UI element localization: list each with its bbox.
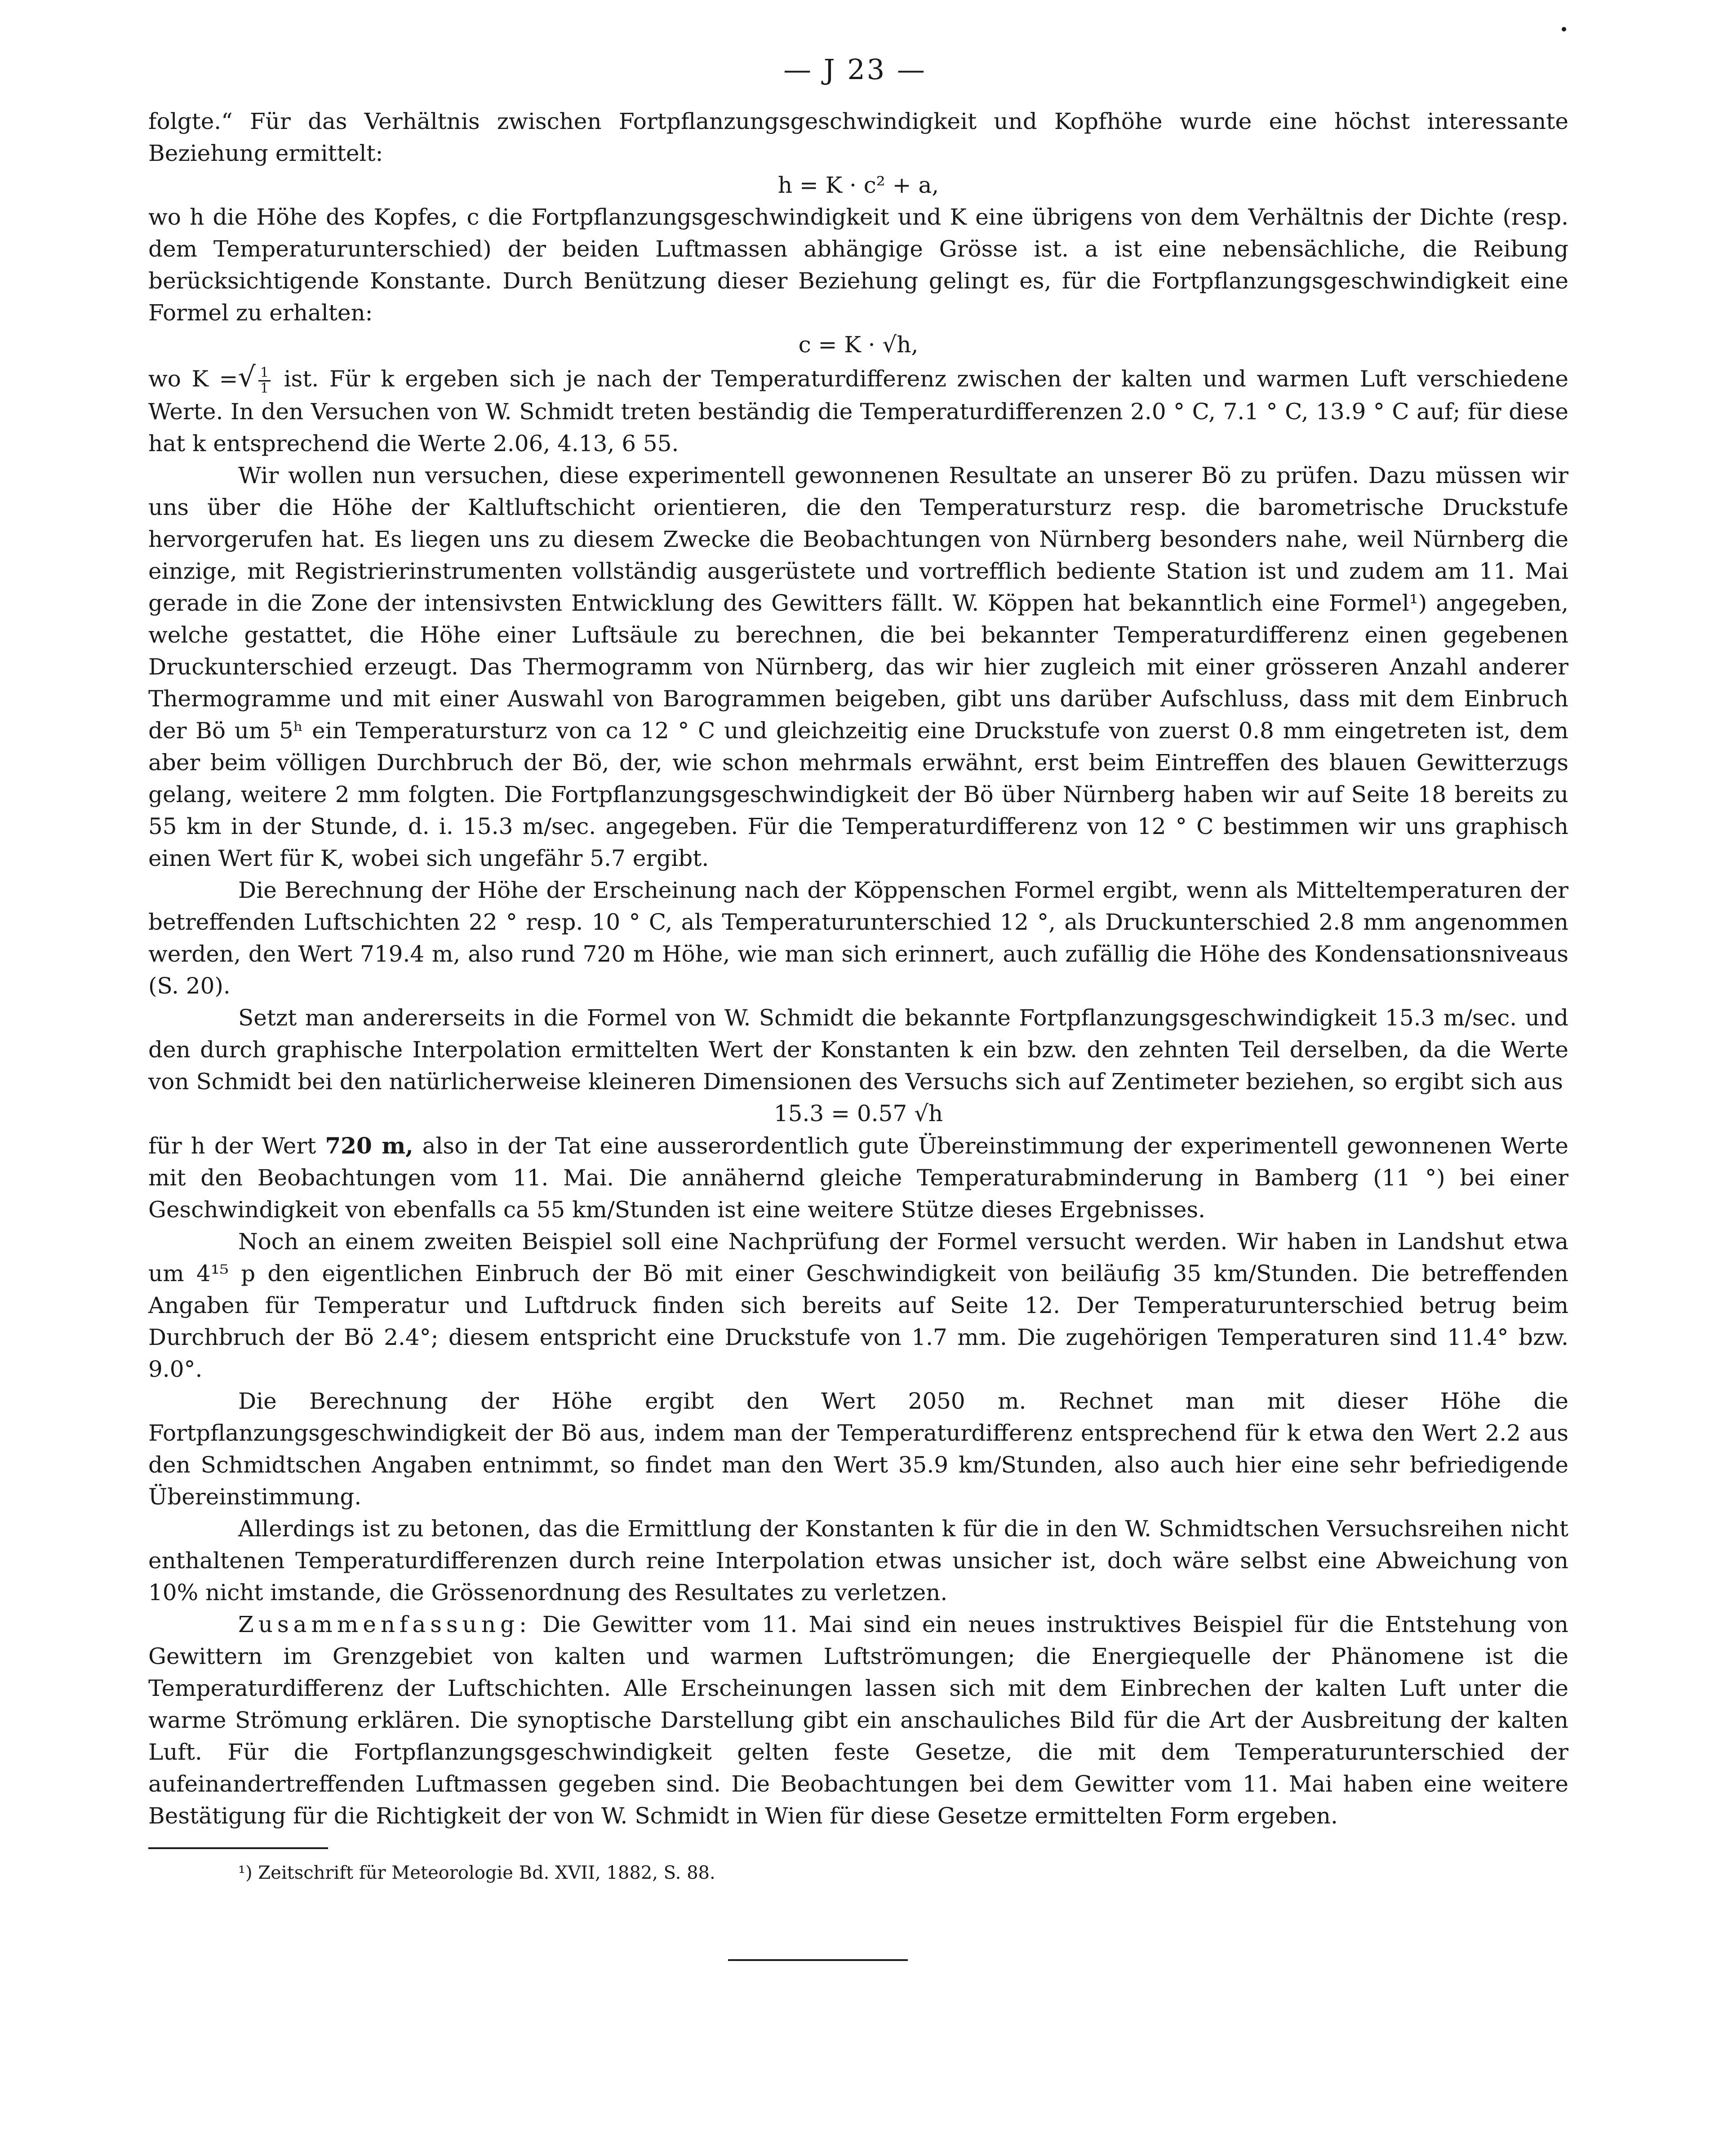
fraction-denominator: 1 [260, 380, 269, 396]
paragraph: wo h die Höhe des Kopfes, c die Fortpflanzungsgeschwindigkeit und K eine übrigens von dem Verhältnis der Dichte (resp. dem Temperaturunterschied) der beiden Luftmassen abhängige Grösse ist. a ist eine nebensächliche, die Reibung berücksichtigende Konstante. Durch Benützung dieser Beziehung gelingt es, für die Fortpflanzungsgeschwindigkeit eine Formel zu erhalten: [148, 204, 1568, 326]
page-number: — J 23 — [783, 53, 927, 86]
paragraph: Allerdings ist zu betonen, das die Ermittlung der Konstanten k für die in den W. Schmidtschen Versuchsreihen nicht enthaltenen Temperaturdifferenzen durch reine Interpolation etwas unsicher ist, doch wäre selbst eine Abweichung von 10% nicht imstande, die Grössenordnung des Resultates zu verletzen. [148, 1515, 1568, 1606]
result-text: also in der Tat eine ausserordentlich gute Übereinstimmung der experimentell gewonnenen Werte mit den Beobachtungen vom 11. Mai. Die annähernd gleiche Temperaturabminderung in Bamberg (11 °) bei einer Geschwindigkeit von ebenfalls ca 55 km/Stunden ist eine weitere Stütze dieses Ergebnisses. [148, 1132, 1568, 1223]
paragraph-result [148, 1130, 1568, 1226]
paragraph-summary [148, 1609, 1568, 1832]
footnote: ¹) Zeitschrift für Meteorologie Bd. XVII, 1882, S. 88. [238, 1862, 715, 1883]
fraction [258, 366, 271, 396]
footnote-divider [148, 1847, 328, 1849]
result-lead: für h der Wert [148, 1132, 316, 1159]
formula-numeric: 15.3 = 0.57 √h [773, 1100, 943, 1127]
paragraph: Setzt man andererseits in die Formel von W. Schmidt die bekannte Fortpflanzungsgeschwindigkeit 15.3 m/sec. und den durch graphische Interpolation ermittelten Wert der Konstanten k ein bzw. den zehnten Teil derselben, da die Werte von Schmidt bei den natürlicherweise kleineren Dimensionen des Versuchs sich auf Zentimeter beziehen, so ergibt sich aus [148, 1004, 1568, 1095]
paragraph-text: ist. Für k ergeben sich je nach der Temperaturdifferenz zwischen der kalten und warmen Luft verschiedene Werte. In den Versuchen von W. Schmidt treten beständig die Temperaturdifferenzen 2.0 ° C, 7.1 ° C, 13.9 ° C auf; für diese hat k entsprechend die Werte 2.06, 4.13, 6 55. [148, 366, 1568, 457]
summary-heading: Zusammenfassung: [238, 1611, 531, 1637]
paragraph-k-definition [148, 361, 1568, 460]
summary-text: Die Gewitter vom 11. Mai sind ein neues instruktives Beispiel für die Entstehung von Gewittern im Grenzgebiet von kalten und warmen Luftströmungen; die Energiequelle der Phänomene ist die Temperaturdifferenz der Luftschichten. Alle Erscheinungen lassen sich mit dem Einbrechen der kalten Luft unter die warme Strömung erklären. Die synoptische Darstellung gibt ein anschauliches Bild für die Art der Ausbreitung der kalten Luft. Für die Fortpflanzungsgeschwindigkeit gelten feste Gesetze, die mit dem Temperaturunterschied der aufeinandertreffenden Luftmassen gegeben sind. Die Beobachtungen bei dem Gewitter vom 11. Mai haben eine weitere Bestätigung für die Richtigkeit der von W. Schmidt in Wien für diese Gesetze ermittelten Form ergeben. [148, 1611, 1568, 1829]
paragraph: Noch an einem zweiten Beispiel soll eine Nachprüfung der Formel versucht werden. Wir haben in Landshut etwa um 4¹⁵ p den eigentlichen Einbruch der Bö mit einer Geschwindigkeit von beiläufig 35 km/Stunden. Die betreffenden Angaben für Temperatur und Luftdruck finden sich bereits auf Seite 12. Der Temperaturunterschied betrug beim Durchbruch der Bö 2.4°; diesem entspricht eine Druckstufe von 1.7 mm. Die zugehörigen Temperaturen sind 11.4° bzw. 9.0°. [148, 1228, 1568, 1382]
end-divider [728, 1959, 908, 1961]
result-value: 720 m, [325, 1132, 413, 1159]
paragraph: Die Berechnung der Höhe ergibt den Wert 2050 m. Rechnet man mit dieser Höhe die Fortpflanzungsgeschwindigkeit der Bö aus, indem man der Temperaturdifferenz entsprechend für k etwa den Wert 2.2 aus den Schmidtschen Angaben entnimmt, so findet man den Wert 35.9 km/Stunden, also auch hier eine sehr befriedigende Übereinstimmung. [148, 1388, 1568, 1510]
k-definition-prefix: wo K = [148, 366, 238, 392]
page-speck [1562, 27, 1566, 31]
formula-velocity: c = K · √h, [798, 332, 919, 358]
document-body [148, 106, 1568, 1885]
fraction-numerator: 1 [258, 366, 271, 382]
paragraph: Wir wollen nun versuchen, diese experimentell gewonnenen Resultate an unserer Bö zu prüfen. Dazu müssen wir uns über die Höhe der Kaltluftschicht orientieren, die den Temperatursturz resp. die barometrische Druckstufe hervorgerufen hat. Es liegen uns zu diesem Zwecke die Beobachtungen von Nürnberg besonders nahe, weil Nürnberg die einzige, mit Registrierinstrumenten vollständig ausgerüstete und vortrefflich bediente Station ist und zudem am 11. Mai gerade in die Zone der intensivsten Entwicklung des Gewitters fällt. W. Köppen hat bekanntlich eine Formel¹) angegeben, welche gestattet, die Höhe einer Luftsäule zu berechnen, die bei bekannter Temperaturdifferenz einen gegebenen Druckunterschied erzeugt. Das Thermogramm von Nürnberg, das wir hier zugleich mit einer grösseren Anzahl anderer Thermogramme und mit einer Auswahl von Barogrammen beigeben, gibt uns darüber Aufschluss, dass mit dem Einbruch der Bö um 5ʰ ein Temperatursturz von ca 12 ° C und gleichzeitig eine Druckstufe von zuerst 0.8 mm eingetreten ist, dem aber beim völligen Durchbruch der Bö, der, wie schon mehrmals erwähnt, erst beim Eintreffen des blauen Gewitterzugs gelang, weitere 2 mm folgten. Die Fortpflanzungsgeschwindigkeit der Bö über Nürnberg haben wir auf Seite 18 bereits zu 55 km in der Stunde, d. i. 15.3 m/sec. angegeben. Für die Temperaturdifferenz von 12 ° C bestimmen wir uns graphisch einen Wert für K, wobei sich ungefähr 5.7 ergibt. [148, 462, 1568, 871]
square-root-icon: √ [238, 360, 256, 393]
paragraph: Die Berechnung der Höhe der Erscheinung nach der Köppenschen Formel ergibt, wenn als Mitteltemperaturen der betreffenden Luftschichten 22 ° resp. 10 ° C, als Temperaturunterschied 12 °, als Druckunterschied 2.8 mm angenommen werden, den Wert 719.4 m, also rund 720 m Höhe, wie man sich erinnert, auch zufällig die Höhe des Kondensationsniveaus (S. 20). [148, 877, 1568, 999]
formula-head-height: h = K · c² + a, [777, 172, 939, 198]
paragraph: folgte.“ Für das Verhältnis zwischen Fortpflanzungsgeschwindigkeit und Kopfhöhe wurde eine höchst interessante Beziehung ermittelt: [148, 108, 1568, 166]
